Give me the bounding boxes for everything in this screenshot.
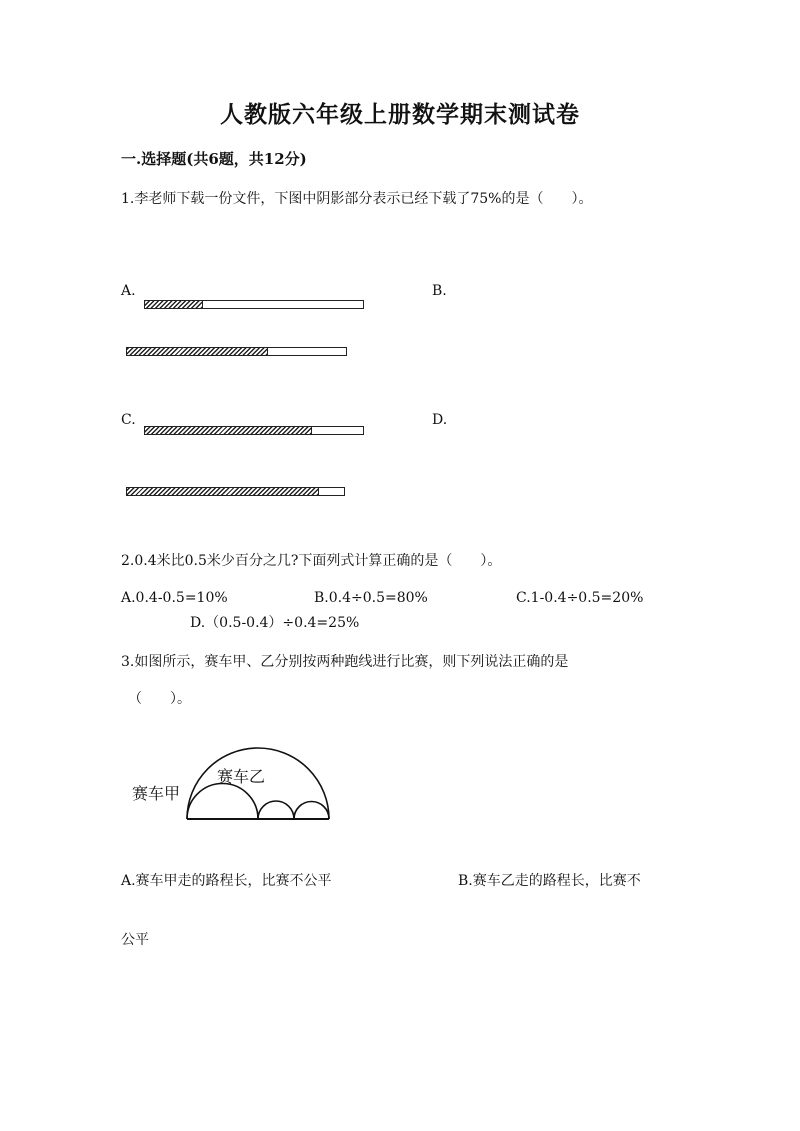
q3-option-b-line1: B.赛车乙走的路程长，比赛不 <box>458 873 641 889</box>
q2-option-b: B.0.4÷0.5=80% <box>314 590 428 606</box>
q1-option-d-label: D. <box>432 412 448 428</box>
q3-option-a: A.赛车甲走的路程长，比赛不公平 <box>121 873 332 889</box>
q2-stem: 2.0.4米比0.5米少百分之几?下面列式计算正确的是（ ）。 <box>121 553 502 569</box>
page-title: 人教版六年级上册数学期末测试卷 <box>220 101 580 128</box>
q1-stem: 1.李老师下载一份文件，下图中阴影部分表示已经下载了75%的是（ ）。 <box>121 191 593 207</box>
q1-option-b-label: B. <box>432 283 447 299</box>
q1-bar-a <box>144 300 364 309</box>
q1-bar-d-fill <box>127 488 319 495</box>
q2-option-c: C.1-0.4÷0.5=20% <box>516 590 644 606</box>
q1-bar-c <box>144 426 364 435</box>
q1-bar-b <box>126 347 347 356</box>
q1-bar-c-fill <box>145 427 312 434</box>
q2-option-a: A.0.4-0.5=10% <box>121 590 228 606</box>
q3-option-b-line2: 公平 <box>121 932 149 948</box>
small-semicircle-1 <box>187 784 258 820</box>
small-semicircle-3 <box>294 802 329 820</box>
q1-option-a-label: A. <box>121 283 136 299</box>
q1-bar-a-fill <box>145 301 203 308</box>
q2-option-d: D.（0.5-0.4）÷0.4=25% <box>190 615 360 631</box>
race-track-figure <box>120 730 350 830</box>
label-car-jia: 赛车甲 <box>132 784 181 803</box>
q1-option-c-label: C. <box>121 412 136 428</box>
label-car-yi: 赛车乙 <box>217 767 266 786</box>
q3-stem: 3.如图所示，赛车甲、乙分别按两种跑线进行比赛，则下列说法正确的是 <box>121 654 569 670</box>
q1-bar-d <box>126 487 345 496</box>
q1-bar-b-fill <box>127 348 268 355</box>
small-semicircle-2 <box>258 801 294 819</box>
section-heading: 一.选择题(共6题，共12分) <box>121 150 307 168</box>
q3-blank: （ ）。 <box>128 691 191 707</box>
